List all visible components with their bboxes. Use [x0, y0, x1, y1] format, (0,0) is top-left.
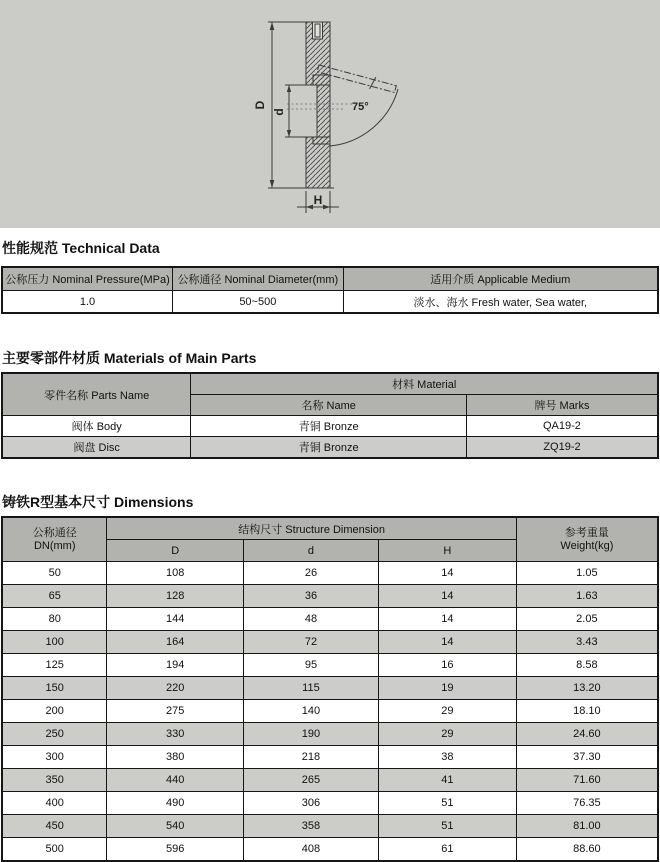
cell-weight: 24.60: [516, 723, 658, 746]
cell-dn: 500: [2, 838, 107, 862]
valve-body-section: [306, 22, 330, 188]
cell-weight: 2.05: [516, 608, 658, 631]
technical-header-row: [2, 267, 658, 291]
header-col-d: d: [243, 540, 378, 562]
cell-weight: 1.63: [516, 585, 658, 608]
cell-D: 380: [107, 746, 243, 769]
cell-d: 306: [243, 792, 378, 815]
cell-weight: 18.10: [516, 700, 658, 723]
cell-weight: 1.05: [516, 562, 658, 585]
header-nominal-pressure: 公称压力 Nominal Pressure(MPa): [2, 267, 173, 291]
valve-section-drawing: [0, 0, 660, 228]
dims-row: [2, 562, 658, 585]
cell-dn: 125: [2, 654, 107, 677]
cell-D: 128: [107, 585, 243, 608]
header-material-marks: 牌号 Marks: [466, 395, 658, 416]
cell-D: 596: [107, 838, 243, 862]
dims-row: [2, 585, 658, 608]
cell-dn: 350: [2, 769, 107, 792]
header-weight-cn: 参考重量: [564, 526, 609, 539]
dim-label-H: H: [313, 193, 323, 207]
header-parts-name: 零件名称 Parts Name: [2, 373, 191, 416]
cell-d: 140: [243, 700, 378, 723]
cell-D: 108: [107, 562, 243, 585]
cell-weight: 88.60: [516, 838, 658, 862]
cell-H: 51: [379, 815, 517, 838]
cell-material-name: 青铜 Bronze: [191, 437, 467, 459]
dims-row: [2, 746, 658, 769]
cell-d: 36: [243, 585, 378, 608]
technical-data-row: [2, 291, 658, 314]
cell-d: 72: [243, 631, 378, 654]
cell-D: 164: [107, 631, 243, 654]
cell-D: 490: [107, 792, 243, 815]
cell-dn: 80: [2, 608, 107, 631]
cell-weight: 76.35: [516, 792, 658, 815]
dims-row: [2, 792, 658, 815]
header-applicable-medium: 适用介质 Applicable Medium: [343, 267, 658, 291]
cell-H: 19: [379, 677, 517, 700]
cell-d: 265: [243, 769, 378, 792]
dims-row: [2, 654, 658, 677]
cell-material-mark: QA19-2: [466, 416, 658, 437]
dim-label-d: d: [272, 108, 286, 116]
cell-part: 阀盘 Disc: [2, 437, 191, 459]
cell-H: 14: [379, 585, 517, 608]
cell-H: 51: [379, 792, 517, 815]
header-material: 材料 Material: [191, 373, 658, 395]
cell-H: 38: [379, 746, 517, 769]
header-material-name: 名称 Name: [191, 395, 467, 416]
cell-dn: 400: [2, 792, 107, 815]
dims-row: [2, 815, 658, 838]
cell-part: 阀体 Body: [2, 416, 191, 437]
materials-row-disc: [2, 437, 658, 459]
materials-table: [1, 372, 659, 459]
cell-d: 115: [243, 677, 378, 700]
cell-weight: 3.43: [516, 631, 658, 654]
header-dn-en: DN(mm): [33, 539, 76, 552]
header-col-H: H: [379, 540, 517, 562]
cell-H: 14: [379, 562, 517, 585]
cell-dn: 50: [2, 562, 107, 585]
cell-diameter: 50~500: [173, 291, 344, 314]
cell-H: 16: [379, 654, 517, 677]
cell-d: 95: [243, 654, 378, 677]
dim-label-D: D: [253, 100, 267, 110]
cell-H: 29: [379, 723, 517, 746]
technical-data-table: [1, 266, 659, 314]
materials-header-row-1: [2, 373, 658, 395]
cell-weight: 71.60: [516, 769, 658, 792]
cell-weight: 37.30: [516, 746, 658, 769]
dims-row: [2, 608, 658, 631]
section-title-dimensions: 铸铁R型基本尺寸 Dimensions: [2, 494, 194, 510]
swing-arc: [330, 89, 398, 146]
cell-medium: 淡水、海水 Fresh water, Sea water,: [343, 291, 658, 314]
dims-row: [2, 769, 658, 792]
cell-material-name: 青铜 Bronze: [191, 416, 467, 437]
dims-row: [2, 838, 658, 862]
dims-row: [2, 677, 658, 700]
header-dn-cn: 公称通径: [32, 526, 77, 539]
cell-D: 144: [107, 608, 243, 631]
section-title-technical-data: 性能规范 Technical Data: [2, 240, 160, 256]
cell-H: 41: [379, 769, 517, 792]
cell-D: 220: [107, 677, 243, 700]
valve-drawing-svg: [0, 0, 660, 228]
cell-D: 540: [107, 815, 243, 838]
cell-d: 358: [243, 815, 378, 838]
cell-d: 190: [243, 723, 378, 746]
cell-D: 440: [107, 769, 243, 792]
cell-dn: 200: [2, 700, 107, 723]
header-weight-en: Weight(kg): [560, 539, 614, 552]
cell-d: 26: [243, 562, 378, 585]
cell-D: 330: [107, 723, 243, 746]
cell-weight: 8.58: [516, 654, 658, 677]
cell-H: 61: [379, 838, 517, 862]
bolt-detail: [313, 22, 323, 39]
cell-dn: 300: [2, 746, 107, 769]
cell-pressure: 1.0: [2, 291, 173, 314]
cell-dn: 65: [2, 585, 107, 608]
cell-D: 275: [107, 700, 243, 723]
cell-H: 29: [379, 700, 517, 723]
cell-dn: 100: [2, 631, 107, 654]
cell-material-mark: ZQ19-2: [466, 437, 658, 459]
header-nominal-diameter: 公称通径 Nominal Diameter(mm): [173, 267, 344, 291]
dims-row: [2, 631, 658, 654]
header-col-D: D: [107, 540, 243, 562]
dimensions-table: [1, 516, 659, 862]
dims-row: [2, 700, 658, 723]
cell-H: 14: [379, 608, 517, 631]
cell-weight: 81.00: [516, 815, 658, 838]
cell-dn: 150: [2, 677, 107, 700]
materials-row-body: [2, 416, 658, 437]
cell-d: 48: [243, 608, 378, 631]
header-weight: [516, 517, 658, 562]
cell-D: 194: [107, 654, 243, 677]
cell-H: 14: [379, 631, 517, 654]
cell-d: 408: [243, 838, 378, 862]
dimensions-header-row-1: [2, 517, 658, 540]
cell-weight: 13.20: [516, 677, 658, 700]
cell-dn: 250: [2, 723, 107, 746]
cell-d: 218: [243, 746, 378, 769]
header-dn: [2, 517, 107, 562]
cell-dn: 450: [2, 815, 107, 838]
section-title-materials: 主要零部件材质 Materials of Main Parts: [2, 350, 257, 366]
dims-row: [2, 723, 658, 746]
angle-label: 75°: [352, 101, 369, 113]
header-structure-dimension: 结构尺寸 Structure Dimension: [107, 517, 516, 540]
